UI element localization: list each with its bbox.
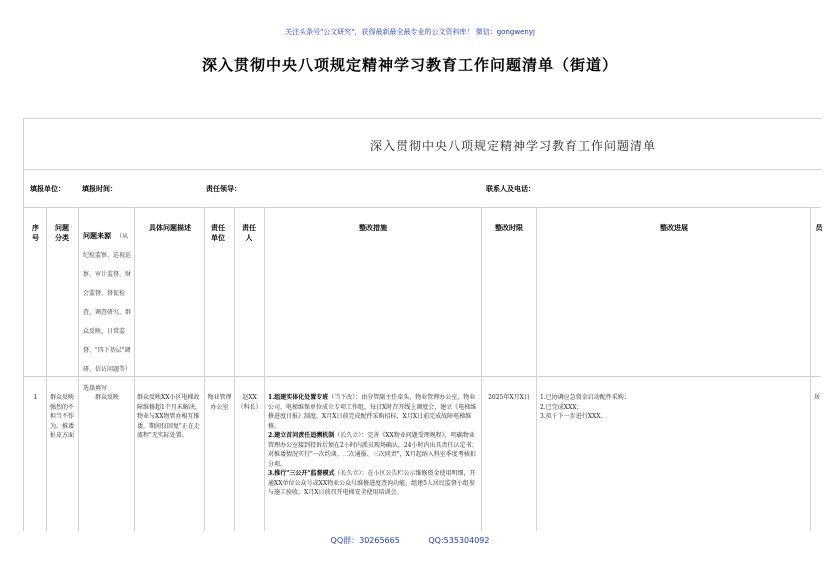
row-description: 群众反映XX小区电梯故障维修超1个月未解决，物业与XX物管办相互推诿，期间仅回复"正在走流程"无实际处置。	[137, 394, 201, 439]
progress-item: 3.拟于下一步进行XXX。	[540, 413, 607, 420]
row-divider	[24, 207, 821, 208]
header-description: 具体问题描述	[149, 224, 191, 232]
row-unit: 物业管理办公室	[207, 394, 232, 411]
header-progress: 整改进展	[660, 224, 688, 232]
contact-label: 联系人及电话：	[486, 185, 535, 193]
row-progress	[540, 393, 806, 422]
header-person: 责任人	[242, 224, 256, 242]
header-measures: 整改措施	[359, 224, 387, 232]
col-divider	[234, 207, 235, 531]
col-divider	[78, 207, 79, 531]
problem-list-sheet	[23, 118, 821, 531]
header-source-note: （从纪检监察、巡视巡察、审计监督、财会监督、督促检查、调查研究、群众反映、日常监督、"四下基层"调研、信访问题等）选择填写	[83, 233, 132, 392]
document-title: 深入贯彻中央八项规定精神学习教育工作问题清单（街道）	[201, 56, 618, 74]
row-divider	[24, 169, 821, 170]
header-unit: 责任单位	[211, 224, 225, 242]
responsible-leader-label: 责任领导：	[206, 185, 241, 193]
col-divider	[204, 207, 205, 531]
measure-item: 3.推行"三公开"监督模式（长久立）：在小区公告栏公示维修资金使用明细，开通XX单位公众号或XX物业公众号维修进度查询功能，组建5人居民监督小组参与施工验收，X月X日前召开电梯安全使用培训会。	[268, 470, 476, 496]
col-divider	[134, 207, 135, 531]
row-deadline: 2025年X月X日	[488, 394, 530, 401]
progress-item: 1.已协调应急资金启动配件采购；	[540, 394, 630, 401]
sheet-title: 深入贯彻中央八项规定精神学习教育工作问题清单	[370, 139, 657, 153]
row-source: 群众反映	[94, 394, 119, 401]
row-divider	[24, 376, 821, 377]
header-deadline: 整改时限	[495, 224, 523, 232]
header-extra: 员	[815, 224, 823, 232]
fill-unit-label: 填报单位：	[30, 185, 65, 193]
col-divider	[481, 207, 482, 531]
col-divider	[810, 207, 811, 531]
measure-item: 2.建立首问责任追溯机制（长久立）：完善《XX物业问题受理规程》，明确物业管理办公室接到投诉后须在2小时内派员现场确认，24小时内出具责任认定书；对推诿情况实行"一次约谈、二次通报、三次问责"，X月起纳入科室季度考核扣分项。	[268, 432, 478, 468]
header-category: 问题分类	[55, 224, 69, 242]
progress-item: 2.已完成XXX；	[540, 403, 583, 411]
footer-qq: QQ:535304092	[428, 536, 490, 545]
header-seq: 序号	[32, 224, 39, 242]
row-measures	[268, 393, 479, 498]
row-extra: 居	[814, 394, 821, 401]
col-divider	[536, 207, 537, 531]
footer-qq-group: QQ群：30265665	[330, 536, 400, 545]
col-divider	[264, 207, 265, 531]
top-notice: 关注头条号"公文研究"，获得最新最全最专业的公文资料库！ 微信：gongwenyj	[285, 28, 535, 36]
header-source: 问题来源 （从纪检监察、巡视巡察、审计监督、财会监督、督促检查、调查研究、群众反映、日常监督、"四下基层"调研、信访问题等）选择填写	[83, 232, 132, 392]
col-divider	[46, 207, 47, 531]
row-seq: 1	[33, 394, 38, 401]
footer-contacts	[0, 535, 820, 546]
fill-time-label: 填报时间：	[82, 185, 117, 193]
row-person: 赵XX（科长）	[237, 394, 262, 411]
row-category: 群众反映强烈的不担当不作为、推诿扯皮方面	[50, 394, 75, 439]
measure-item: 1.组建实体化处置专班（当下改）：由分管副主任牵头，物业管理办公室、物业公司、电梯维保单位成立专项工作组，每日X时召开线上调度会，建立《电梯维修进度日报》制度，X月X日前完成配件采购招标，X月X日前完成故障电梯维修。	[268, 394, 477, 430]
